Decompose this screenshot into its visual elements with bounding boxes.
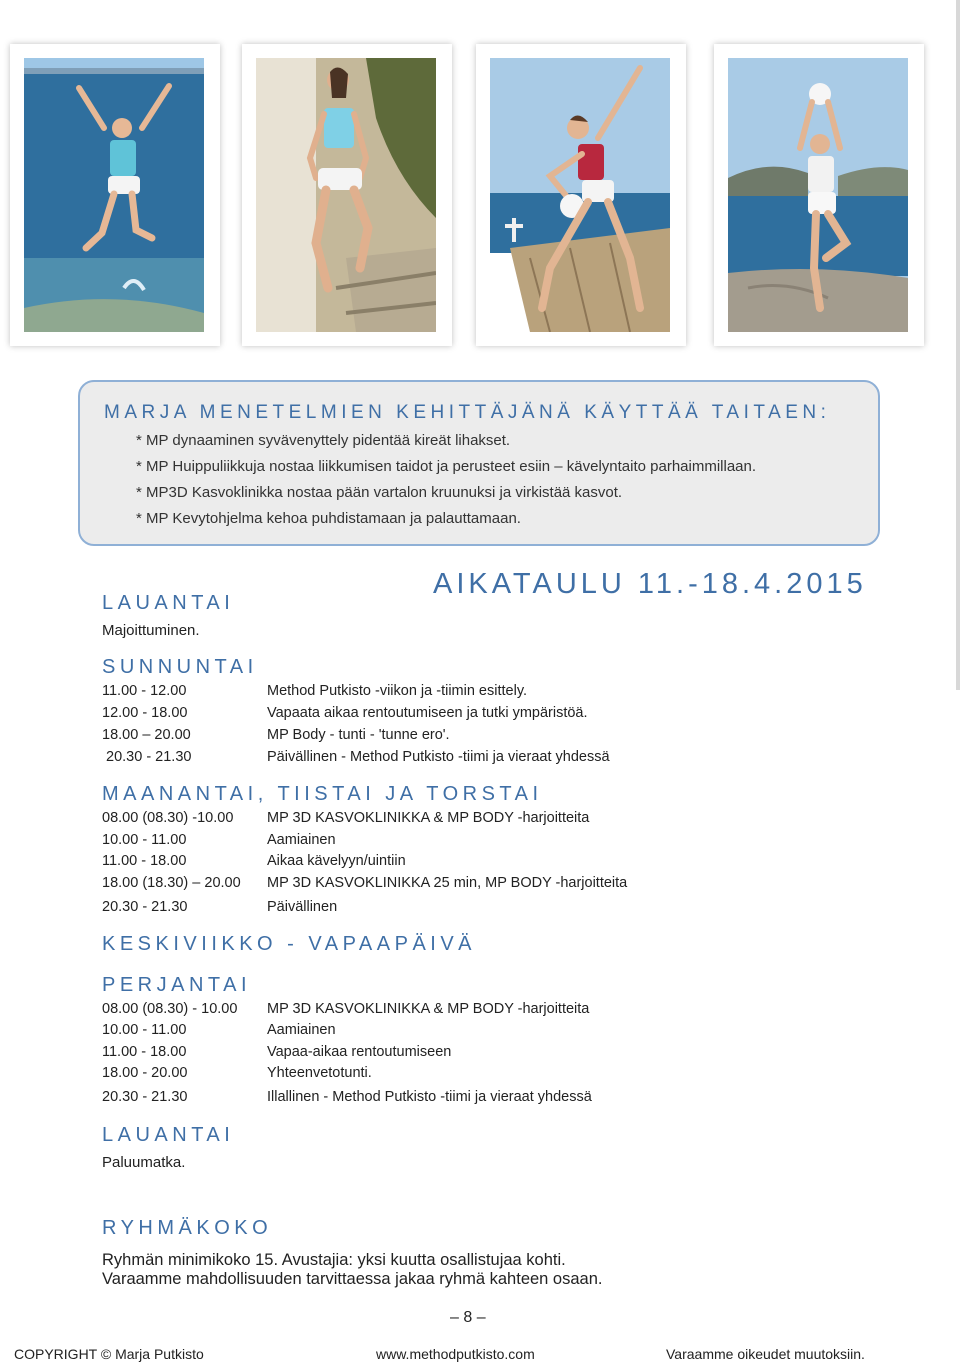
group-size-line: Varaamme mahdollisuuden tarvittaessa jakaa ryhmä kahteen osaan.: [102, 1270, 603, 1288]
schedule-time: 20.30 - 21.30: [106, 749, 192, 765]
schedule-desc: Vapaa-aikaa rentoutumiseen: [267, 1044, 452, 1060]
stepping-woman-illustration: [256, 58, 436, 332]
schedule-desc: MP 3D KASVOKLINIKKA 25 min, MP BODY -harjoitteita: [267, 875, 628, 891]
page-number: – 8 –: [450, 1309, 486, 1326]
schedule-time: 11.00 - 18.00: [102, 853, 187, 869]
jumping-woman-illustration: [24, 58, 204, 332]
schedule-time: 18.00 - 20.00: [102, 1065, 188, 1081]
schedule-time: 20.30 - 21.30: [102, 1089, 188, 1105]
balance-woman-illustration: [728, 58, 908, 332]
infobox-line: * MP3D Kasvoklinikka nostaa pään vartalon kruunuksi ja virkistää kasvot.: [136, 484, 623, 501]
schedule-time: 20.30 - 21.30: [102, 899, 188, 915]
schedule-time: 10.00 - 11.00: [102, 1022, 187, 1038]
schedule-desc: MP Body - tunti - 'tunne ero'.: [267, 727, 450, 743]
schedule-time: 11.00 - 12.00: [102, 683, 187, 699]
day-heading-lauantai-return: LAUANTAI: [102, 1124, 235, 1146]
schedule-desc: Yhteenvetotunti.: [267, 1065, 372, 1081]
day-heading-maanantai: MAANANTAI, TIISTAI JA TORSTAI: [102, 783, 543, 805]
schedule-time: 12.00 - 18.00: [102, 705, 188, 721]
page-edge-strip: [956, 0, 960, 690]
schedule-desc: Vapaata aikaa rentoutumiseen ja tutki ympäristöä.: [267, 705, 588, 721]
schedule-time: 08.00 (08.30) - 10.00: [102, 1001, 238, 1017]
group-size-line: Ryhmän minimikoko 15. Avustajia: yksi kuutta osallistujaa kohti.: [102, 1251, 566, 1269]
schedule-title: AIKATAULU 11.-18.4.2015: [433, 568, 867, 600]
methods-info-box: [78, 380, 880, 546]
pier-woman-illustration: [490, 58, 670, 332]
schedule-desc: Illallinen - Method Putkisto -tiimi ja vieraat yhdessä: [267, 1089, 592, 1105]
schedule-time: 10.00 - 11.00: [102, 832, 187, 848]
schedule-desc: MP 3D KASVOKLINIKKA & MP BODY -harjoitteita: [267, 1001, 590, 1017]
photo-jumping-sea: [10, 44, 220, 346]
infobox-line: * MP Huippuliikkuja nostaa liikkumisen taidot ja perusteet esiin – kävelyntaito parhaimmillaan.: [136, 458, 757, 475]
footer-rights: Varaamme oikeudet muutoksiin.: [666, 1346, 865, 1362]
schedule-desc: MP 3D KASVOKLINIKKA & MP BODY -harjoitteita: [267, 810, 590, 826]
day-heading-keskiviikko: KESKIVIIKKO - VAPAAPÄIVÄ: [102, 933, 477, 955]
lauantai-text: Majoittuminen.: [102, 622, 200, 639]
day-heading-lauantai: LAUANTAI: [102, 592, 235, 614]
schedule-desc: Aikaa kävelyyn/uintiin: [267, 853, 406, 869]
schedule-desc: Aamiainen: [267, 832, 336, 848]
footer-website[interactable]: www.methodputkisto.com: [376, 1346, 535, 1362]
schedule-time: 08.00 (08.30) -10.00: [102, 810, 234, 826]
schedule-desc: Päivällinen - Method Putkisto -tiimi ja vieraat yhdessä: [267, 749, 610, 765]
photo-ball-balance: [714, 44, 924, 346]
photo-stone-stairs: [242, 44, 452, 346]
lauantai-return-text: Paluumatka.: [102, 1154, 186, 1171]
day-heading-sunnuntai: SUNNUNTAI: [102, 656, 258, 678]
group-size-heading: RYHMÄKOKO: [102, 1217, 273, 1239]
schedule-desc: Päivällinen: [267, 899, 338, 915]
schedule-desc: Aamiainen: [267, 1022, 336, 1038]
photo-pier-stretch: [476, 44, 686, 346]
infobox-line: * MP Kevytohjelma kehoa puhdistamaan ja palauttamaan.: [136, 510, 521, 527]
schedule-time: 11.00 - 18.00: [102, 1044, 187, 1060]
infobox-title: MARJA MENETELMIEN KEHITTÄJÄNÄ KÄYTTÄÄ TAITAEN:: [104, 402, 831, 423]
infobox-line: * MP dynaaminen syvävenyttely pidentää kireät lihakset.: [136, 432, 511, 449]
schedule-time: 18.00 (18.30) – 20.00: [102, 875, 241, 891]
day-heading-perjantai: PERJANTAI: [102, 974, 252, 996]
footer-copyright: COPYRIGHT © Marja Putkisto: [14, 1346, 204, 1362]
schedule-time: 18.00 – 20.00: [102, 727, 191, 743]
schedule-desc: Method Putkisto -viikon ja -tiimin esittely.: [267, 683, 528, 699]
